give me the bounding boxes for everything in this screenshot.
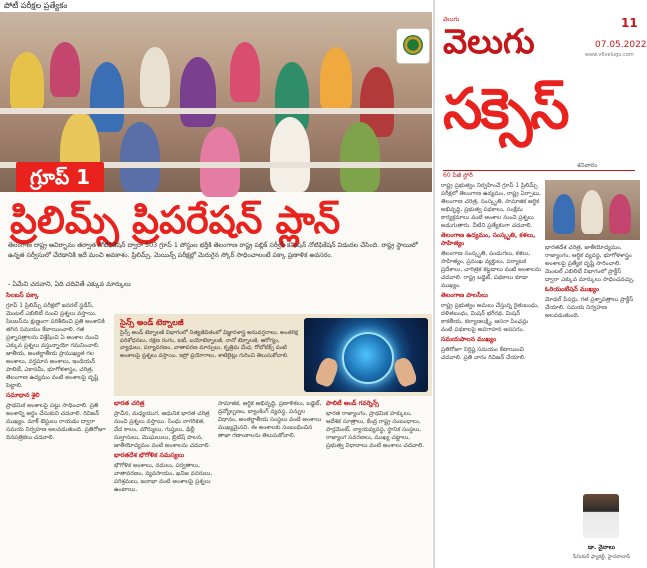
edition-url: www.v6velugu.com (585, 52, 634, 58)
section-label: 60 పేజీ స్టోరీ (443, 172, 473, 179)
edition-day: శనివారం (577, 162, 598, 169)
column-3-text: సామాజిక, ఆర్థిక అభివృద్ధి, ప్రణాళికలు, బడ్జెట్, ద్రవ్యోల్బణం, బ్యాంకింగ్ వ్యవస్థ, పన్నుల విధానం, అంతర్జాతీయ సంస్థలు వంటి అంశాలు ముఖ్యమైనవి. ఈ అంశాలకు సంబంధించిన తాజా గణాంకాలను తెలుసుకోవాలి. (218, 401, 322, 439)
column-2 (114, 400, 214, 568)
author-name: డా. నైనాలు (587, 544, 616, 551)
right-column-a (441, 182, 541, 568)
right-column-a-text-4: ప్రతిరోజూ నిర్దిష్ట సమయం కేటాయించి చదవాలి. ప్రతి వారం రివిజన్ చేయాలి. (441, 347, 526, 361)
column-1-heading: సిలబస్ పక్కా (6, 292, 39, 299)
column-2-heading: భారత చరిత్ర (114, 400, 145, 407)
column-1-text-2: ప్రాథమిక అంశాలపై పట్టు సాధించాలి. ప్రతి అంశాన్ని అర్థం చేసుకుని చదవాలి. రివిజన్ ముఖ్యం. మాక్ టెస్టులు రాయడం ద్వారా సమయ నిర్వహణ అలవడుతుంది. ప్రతిరోజూ దినపత్రికలు చదవాలి. (6, 403, 106, 441)
column-2-text-2: భౌగోళిక అంశాలు, నదులు, పర్వతాలు, వాతావరణం, వ్యవసాయం, ఖనిజ వనరులు, పరిశ్రమలు, జనాభా వంటి అంశాలపై ప్రశ్నలు ఉంటాయి. (114, 463, 213, 493)
header-strip (0, 0, 432, 12)
infobox-title: సైన్స్ అండ్ టెక్నాలజీ (120, 318, 184, 327)
science-infobox (114, 314, 432, 396)
edition-date: 07.05.2022 (595, 40, 647, 50)
section-title: సక్సెస్ (443, 77, 568, 142)
right-column-b-heading: ఓరియంటేషన్ ముఖ్యం (545, 286, 600, 293)
header-strip-text: పోటీ పరీక్షల ప్రత్యేకం (4, 1, 68, 10)
column-1 (6, 292, 110, 568)
globe-icon (342, 332, 394, 384)
right-column-a-heading-3: సమయపాలన ముఖ్యం (441, 336, 497, 343)
right-column-a-text: రాష్ట్ర ప్రభుత్వం నిర్వహించే గ్రూప్ 1 ప్రిలిమ్స్ పరీక్షలో తెలంగాణ ఉద్యమం, రాష్ట్ర ఏర్పాటు, తెలంగాణ చరిత్ర, సంస్కృతి, సామాజిక ఆర్థిక అభివృద్ధి, ప్రభుత్వ పథకాలు, సంక్షేమ కార్యక్రమాలు వంటి అంశాల నుంచి ప్రశ్నలు అడుగుతారు. వీటిని ప్రత్యేకంగా చదవాలి. (441, 183, 541, 229)
intro-tagline: - ఏమేని చదవాని, ఏది చదివితే ఎక్కువ మార్కులు (8, 280, 131, 288)
right-column-b (545, 244, 637, 472)
group-badge (16, 162, 104, 192)
globe-illustration (304, 318, 428, 392)
column-1-text: గ్రూప్ 1 ప్రిలిమ్స్ పరీక్షలో జనరల్ స్టడీస్, మెంటల్ ఎబిలిటీ నుంచి ప్రశ్నలు వస్తాయి. సిలబస్‌ను క్షుణ్ణంగా పరిశీలించి ప్రతి అంశానికి తగిన సమయం కేటాయించాలి. గత ప్రశ్నాపత్రాలను విశ్లేషించి ఏ అంశాల నుంచి ఎక్కువ ప్రశ్నలు వస్తున్నాయో గమనించాలి. జాతీయ, అంతర్జాతీయ ప్రాముఖ్యత గల అంశాలు, వర్తమాన అంశాలు, ఇండియన్ పాలిటీ, ఎకానమీ, భూగోళశాస్త్రం, చరిత్ర, తెలంగాణ ఉద్యమం వంటి అంశాలపై దృష్టి పెట్టాలి. (6, 303, 105, 389)
author-box (563, 474, 640, 568)
students-photo (545, 180, 640, 240)
group-badge-text: గ్రూప్ 1 (29, 165, 91, 189)
right-column-b-text-2: మోడల్ పేపర్లు, గత ప్రశ్నాపత్రాలు ప్రాక్టీస్ చేయాలి. సమయ నిర్వహణ అలవడుతుంది. (545, 297, 634, 319)
column-4 (326, 400, 428, 568)
right-column-a-text-2: తెలంగాణ సంస్కృతి, పండుగలు, కళలు, సాహిత్యం, ప్రముఖ వ్యక్తులు, పర్యాటక ప్రదేశాలు, చారిత్రక కట్టడాలు వంటి అంశాలను చదవాలి. రాష్ట్ర బడ్జెట్, పథకాలు కూడా ముఖ్యం. (441, 251, 541, 289)
emblem-icon (403, 35, 423, 55)
column-1-heading-2: సమాధాన శైలి (6, 392, 40, 399)
author-role: సీనియర్ ఫ్యాకల్టీ, హైదరాబాద్ (572, 554, 631, 560)
headline: ప్రిలిమ్స్ ప్రిపరేషన్ ప్లాన్ (10, 198, 341, 242)
author-avatar (583, 494, 619, 538)
column-3 (218, 400, 322, 568)
column-2-text: ప్రాచీన, మధ్యయుగ, ఆధునిక భారత చరిత్ర నుంచి ప్రశ్నలు వస్తాయి. సింధు నాగరికత, వేద కాలం, మౌర్యులు, గుప్తులు, ఢిల్లీ సుల్తానులు, మొఘలులు, బ్రిటిష్ పాలన, జాతీయోద్యమం వంటి అంశాలను చదవాలి. (114, 411, 211, 449)
brand-title: వెలుగు (443, 22, 535, 62)
column-4-heading: పాలిటీ అండ్ గవర్నెన్స్ (326, 400, 379, 407)
brand-small: వెలుగు (443, 16, 460, 23)
intro-paragraph: తెలంగాణ రాష్ట్ర ఆవిర్భావం తర్వాత నోటిఫికేషన్ ద్వారా 503 గ్రూప్ 1 పోస్టుల భర్తీకి తెలంగాణ రాష్ట్ర పబ్లిక్ సర్వీస్ కమిషన్ నోటిఫికేషన్ విడుదల చేసింది. రాష్ట్ర స్థాయిలో ఉన్నత సర్వీసులో చేరడానికి ఇదే మంచి అవకాశం. ప్రిలిమ్స్, మెయిన్స్ పరీక్షల్లో మెరుగైన స్కోర్ సాధించాలంటే పక్కా ప్రణాళిక అవసరం. (8, 241, 418, 259)
right-column-a-heading-2: తెలంగాణ పాలసీలు (441, 292, 488, 299)
column-2-heading-2: భారతదేశ భౌగోళిక సమస్యలు (114, 452, 185, 459)
infobox-text: సైన్స్ అండ్ టెక్నాలజీ విభాగంలో నిత్యజీవితంలో విజ్ఞానశాస్త్ర అనువర్తనాలు, అంతరిక్ష పరిశోధనలు, రక్షణ రంగం, ఐటీ, బయోటెక్నాలజీ, నానో టెక్నాలజీ, ఆరోగ్యం, వ్యాధులు, పర్యావరణం, వాతావరణ మార్పులు, కృత్రిమ మేధ, రోబోటిక్స్ వంటి అంశాలపై ప్రశ్నలు వస్తాయి. ఇస్రో ప్రయోగాలు, శాటిలైట్లు గురించి తెలుసుకోవాలి. (120, 330, 298, 359)
section-rule (443, 170, 635, 171)
right-column-a-text-3: రాష్ట్ర ప్రభుత్వం అమలు చేస్తున్న రైతుబంధు, దళితబంధు, మిషన్ భగీరథ, మిషన్ కాకతీయ, కల్యాణలక్ష్మి, ఆసరా పింఛన్లు వంటి పథకాలపై అవగాహన అవసరం. (441, 303, 539, 333)
right-column-b-text: భారతదేశ చరిత్ర, జాతీయోద్యమం, రాజ్యాంగం, ఆర్థిక వ్యవస్థ, భూగోళశాస్త్రం అంశాలపై ప్రత్యేక దృష్టి సారించాలి. మెంటల్ ఎబిలిటీ విభాగంలో ప్రాక్టీస్ ద్వారా ఎక్కువ మార్కులు సాధించవచ్చు. (545, 245, 635, 283)
right-column-a-heading: తెలంగాణ ఉద్యమం, సంస్కృతి, కళలు, సాహిత్యం (441, 232, 536, 247)
tspsc-logo (396, 28, 430, 64)
column-4-text: భారత రాజ్యాంగం, ప్రాథమిక హక్కులు, ఆదేశిక సూత్రాలు, కేంద్ర రాష్ట్ర సంబంధాలు, పార్లమెంట్, న్యాయవ్యవస్థ, స్థానిక సంస్థలు, రాజ్యాంగ సవరణలు, ముఖ్య చట్టాలు, ప్రభుత్వ విధానాలు వంటి అంశాలు చదవాలి. (326, 411, 425, 449)
right-page (435, 0, 647, 568)
edition-number: 11 (621, 16, 638, 30)
